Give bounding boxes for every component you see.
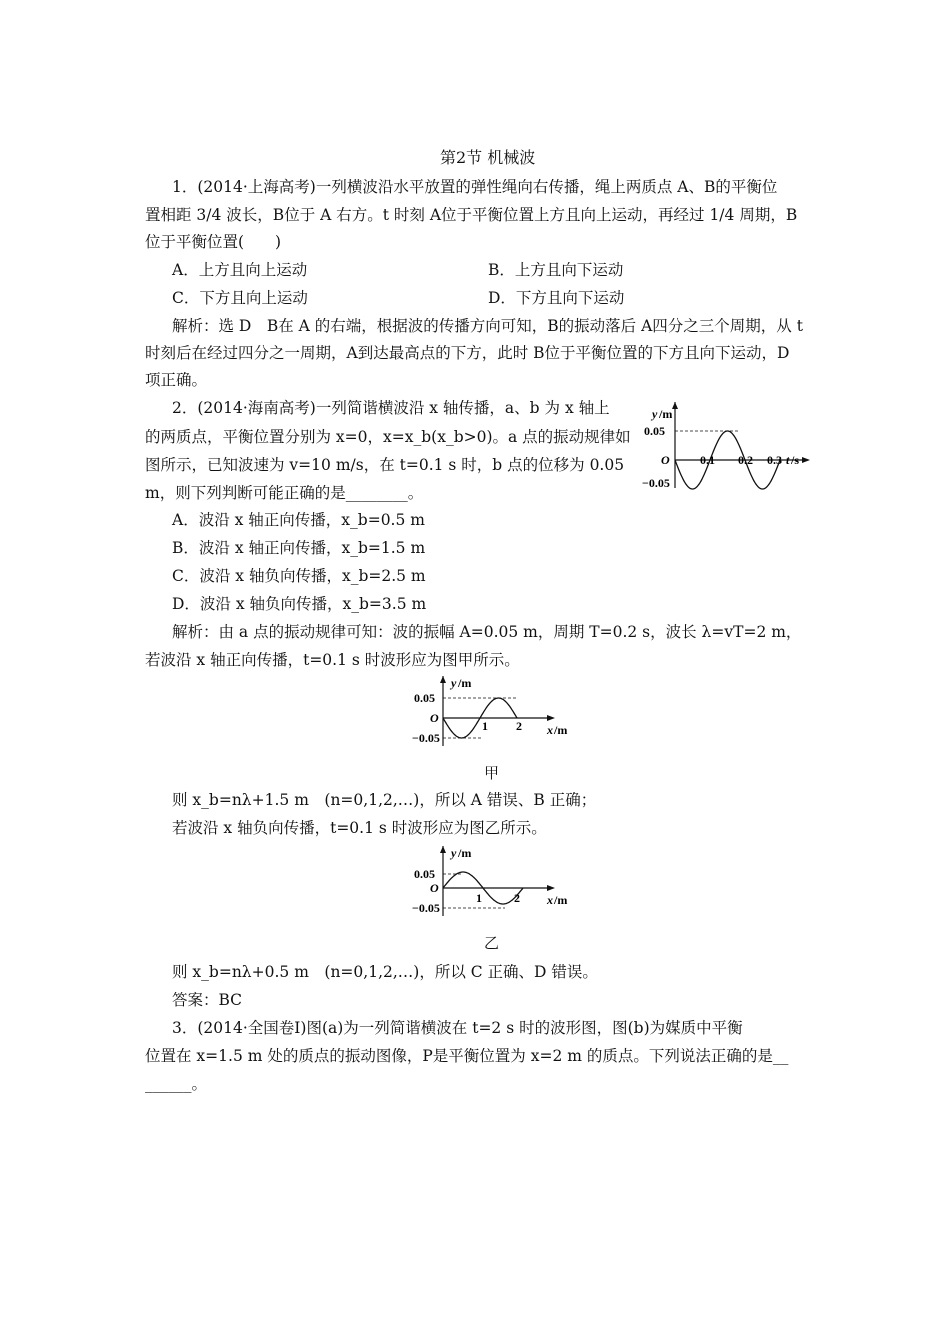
svg-text:/m: /m — [659, 407, 673, 421]
q2-analysis-1: 解析：由 a 点的振动规律可知：波的振幅 A=0.05 m，周期 T=0.2 s，波长 λ=vT=2 m， — [172, 623, 802, 641]
x-tick-1: 0.1 — [700, 453, 715, 467]
svg-text:O: O — [430, 711, 439, 725]
svg-text:0.05: 0.05 — [414, 691, 435, 705]
x-tick-2: 0.2 — [738, 453, 753, 467]
svg-text:−0.05: −0.05 — [412, 901, 440, 915]
caption-jia: 甲 — [484, 764, 500, 782]
q2-option-d: D．波沿 x 轴负向传播，x_b=3.5 m — [172, 595, 427, 613]
svg-text:0.05: 0.05 — [414, 867, 435, 881]
q2-line-3: 图所示，已知波速为 v=10 m/s，在 t=0.1 s 时，b 点的位移为 0.05 — [145, 456, 625, 474]
y-label: y — [652, 407, 658, 421]
svg-text:O: O — [430, 881, 439, 895]
y-axis-arrow — [672, 402, 678, 409]
caption-yi: 乙 — [484, 934, 500, 952]
origin-label: O — [661, 453, 670, 467]
q2-analysis-3: 若波沿 x 轴负向传播，t=0.1 s 时波形应为图乙所示。 — [172, 819, 547, 837]
q1-analysis-3: 项正确。 — [145, 371, 208, 389]
waveform-yi — [410, 846, 580, 918]
svg-text:x: x — [547, 893, 553, 907]
svg-text:1: 1 — [476, 891, 482, 905]
svg-text:/s: /s — [791, 453, 800, 467]
waveform-jia — [410, 676, 580, 748]
svg-text:x: x — [547, 723, 553, 737]
y-tick-neg: −0.05 — [642, 476, 670, 490]
svg-text:y: y — [451, 676, 457, 690]
q3-line-3: ______。 — [145, 1075, 208, 1093]
q1-option-d: D．下方且向下运动 — [488, 289, 625, 307]
svg-text:1: 1 — [482, 719, 488, 733]
q2-option-b: B．波沿 x 轴正向传播，x_b=1.5 m — [172, 539, 426, 557]
q1-option-c: C．下方且向上运动 — [172, 289, 308, 307]
q1-line-1: 1．(2014·上海高考)一列横波沿水平放置的弹性绳向右传播，绳上两质点 A、B的平衡位 — [172, 178, 778, 196]
x-tick-3: 0.3 — [767, 453, 782, 467]
svg-text:y: y — [451, 846, 457, 860]
svg-text:/m: /m — [458, 846, 472, 860]
q2-option-a: A．波沿 x 轴正向传播，x_b=0.5 m — [172, 511, 425, 529]
q1-option-a: A．上方且向上运动 — [172, 261, 308, 279]
q1-option-b: B．上方且向下运动 — [488, 261, 624, 279]
q1-line-2: 置相距 3/4 波长，B位于 A 右方。t 时刻 A位于平衡位置上方且向上运动，再经过 1/4 周期，B — [145, 206, 798, 224]
q2-analysis-2: 若波沿 x 轴正向传播，t=0.1 s 时波形应为图甲所示。 — [145, 651, 520, 669]
svg-text:/m: /m — [554, 893, 568, 907]
q2-option-c: C．波沿 x 轴负向传播，x_b=2.5 m — [172, 567, 426, 585]
q3-line-2: 位置在 x=1.5 m 处的质点的振动图像，P是平衡位置为 x=2 m 的质点。下列说法正确的是__ — [145, 1047, 789, 1065]
q2-result-1: 则 x_b=nλ+1.5 m (n=0,1,2,…)，所以 A 错误、B 正确； — [172, 791, 597, 809]
vibration-graph — [640, 402, 820, 492]
q2-line-4: m，则下列判断可能正确的是________。 — [145, 484, 424, 502]
svg-text:/m: /m — [458, 676, 472, 690]
q1-line-3: 位于平衡位置( ) — [145, 233, 282, 251]
svg-text:2: 2 — [516, 719, 522, 733]
q2-result-2: 则 x_b=nλ+0.5 m (n=0,1,2,…)，所以 C 正确、D 错误。 — [172, 963, 598, 981]
q2-line-2: 的两质点，平衡位置分别为 x=0，x=x_b(x_b>0)。a 点的振动规律如 — [145, 428, 631, 446]
svg-text:−0.05: −0.05 — [412, 731, 440, 745]
q1-analysis-1: 解析：选 D B在 A 的右端，根据波的传播方向可知，B的振动落后 A四分之三个周期，从 t — [172, 317, 803, 335]
svg-text:2: 2 — [514, 891, 520, 905]
q3-line-1: 3．(2014·全国卷Ⅰ)图(a)为一列简谐横波在 t=2 s 时的波形图，图(b)为媒质中平衡 — [172, 1019, 743, 1037]
x-label: t — [786, 453, 790, 467]
q2-answer: 答案：BC — [172, 991, 243, 1009]
y-tick-pos: 0.05 — [644, 424, 665, 438]
svg-text:/m: /m — [554, 723, 568, 737]
page-title: 第2节 机械波 — [440, 148, 536, 167]
x-axis-arrow — [802, 457, 810, 463]
q2-line-1: 2．(2014·海南高考)一列简谐横波沿 x 轴传播，a、b 为 x 轴上 — [172, 399, 610, 417]
q1-analysis-2: 时刻后在经过四分之一周期，A到达最高点的下方，此时 B位于平衡位置的下方且向下运动，D — [145, 344, 790, 362]
